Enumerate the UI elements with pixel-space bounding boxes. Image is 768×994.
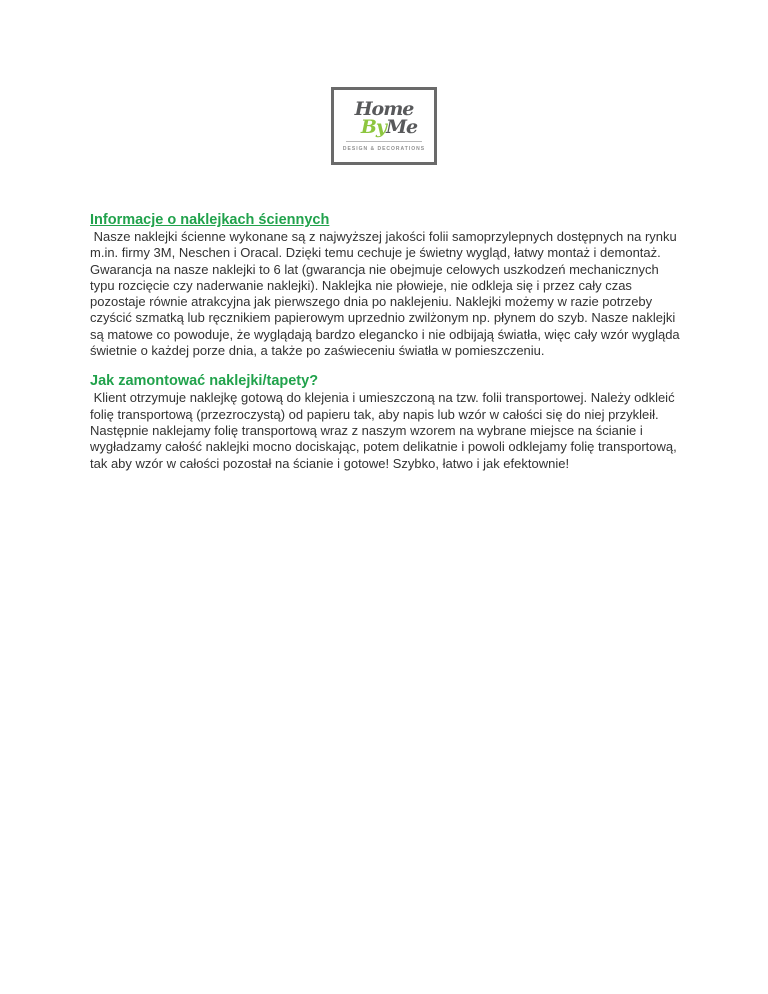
logo-tagline: DESIGN & DECORATIONS bbox=[342, 146, 426, 152]
logo-divider bbox=[346, 141, 422, 142]
section-wall-stickers-info bbox=[90, 211, 684, 359]
section-how-to-mount bbox=[90, 372, 681, 471]
logo-text-me: Me bbox=[385, 116, 418, 138]
section-body-informacje: Nasze naklejki ścienne wykonane są z najwyższej jakości folii samoprzylepnych dostępnych na rynku m.in. firmy 3M, Neschen i Oracal. Dzięki temu cechuje je świetny wygląd, łatwy montaż i demontaż. Gwarancja na nasze naklejki to 6 lat (gwarancja nie obejmuje celowych uszkodzeń mechanicznych typu rozcięcie czy naderwanie naklejki). Naklejka nie płowieje, nie odkleja się i przez cały czas pozostaje równie atrakcyjna jak pierwszego dnia po naklejeniu. Naklejki możemy w razie potrzeby czyścić szmatką lub ręcznikiem papierowym uprzednio zwilżonym np. płynem do szyb. Nasze naklejki są matowe co powoduje, że wyglądają bardzo elegancko i nie odbijają światła, więc cały wzór wygląda świetnie o każdej porze dnia, a także po zaświeceniu światła w pomieszczeniu. bbox=[90, 229, 684, 359]
logo-text-home: Home bbox=[354, 98, 414, 120]
section-heading-informacje: Informacje o naklejkach ściennych bbox=[90, 212, 330, 228]
logo-text-by: By bbox=[360, 116, 386, 138]
section-heading-jak-zamontowac: Jak zamontować naklejki/tapety? bbox=[90, 373, 319, 390]
section-body-jak-zamontowac: Klient otrzymuje naklejkę gotową do klejenia i umieszczoną na tzw. folii transportowej. Należy odkleić folię transportową (przezroczystą) od papieru tak, aby napis lub wzór w całości się do niej przykleił. Następnie naklejamy folię transportową wraz z naszym wzorem na wybrane miejsce na ścianie i wygładzamy całość naklejki mocno dociskając, potem delikatnie i powoli odklejamy folię transportową, tak aby wzór w całości pozostał na ścianie i gotowe! Szybko, łatwo i jak efektownie! bbox=[90, 390, 681, 471]
document-content bbox=[90, 211, 684, 472]
logo-wordmark-line2 bbox=[361, 118, 417, 136]
home-by-me-logo bbox=[331, 87, 437, 165]
